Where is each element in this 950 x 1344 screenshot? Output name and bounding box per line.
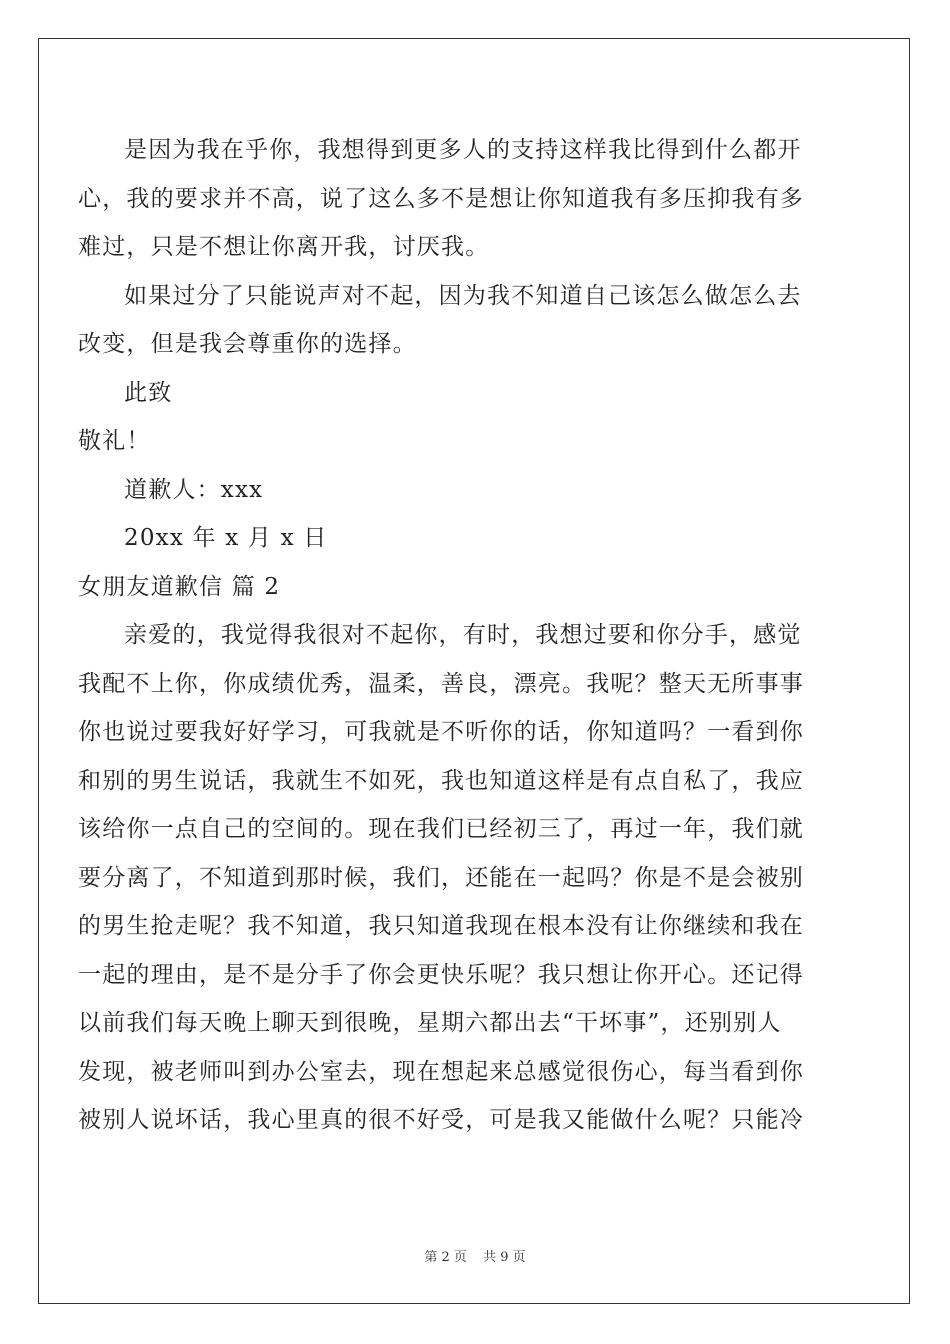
text-line: 难过，只是不想让你离开我，讨厌我。 [78,234,490,260]
text-line: 和别的男生说话，我就生不如死，我也知道这样是有点自私了，我应 [78,767,804,794]
text-line: 被别人说坏话，我心里真的很不好受，可是我又能做什么呢？只能冷 [78,1107,804,1133]
document-body [78,126,838,1145]
page-footer [0,1246,950,1265]
text-line: 你也说过要我好好学习，可我就是不听你的话，你知道吗？一看到你 [78,719,804,745]
current-page-number: 第 2 页 [424,1250,467,1265]
text-line: 改变，但是我会尊重你的选择。 [78,331,417,357]
text-line: 心，我的要求并不高，说了这么多不是想让你知道我有多压抑我有多 [78,185,804,212]
closing-regards: 敬礼！ [78,428,151,454]
text-line: 该给你一点自己的空间的。现在我们已经初三了，再过一年，我们就 [78,816,804,842]
text-line: 的男生抢走呢？我不知道，我只知道我现在根本没有让你继续和我在 [78,913,804,939]
text-line: 发现，被老师叫到办公室去，现在想起来总感觉很伤心，每当看到你 [78,1058,804,1085]
section-heading: 女朋友道歉信 篇 2 [78,573,281,600]
date-line: 20xx 年 x 月 x 日 [124,525,328,551]
text-line: 如果过分了只能说声对不起，因为我不知道自己该怎么做怎么去 [124,282,802,309]
text-line: 以前我们每天晚上聊天到很晚，星期六都出去“干坏事”，还别别人 [78,1010,782,1036]
closing-salutation: 此致 [124,379,173,406]
total-pages: 共 9 页 [483,1250,526,1265]
text-line: 一起的理由，是不是分手了你会更快乐呢？我只想让你开心。还记得 [78,961,804,988]
signature: 道歉人：xxx [124,476,264,503]
text-line: 我配不上你，你成绩优秀，温柔，善良，漂亮。我呢？整天无所事事 [78,670,804,697]
text-line: 要分离了，不知道到那时候，我们，还能在一起吗？你是不是会被别 [78,864,804,891]
text-line: 是因为我在乎你，我想得到更多人的支持这样我比得到什么都开 [124,137,802,163]
text-line: 亲爱的，我觉得我很对不起你，有时，我想过要和你分手，感觉 [124,622,802,648]
